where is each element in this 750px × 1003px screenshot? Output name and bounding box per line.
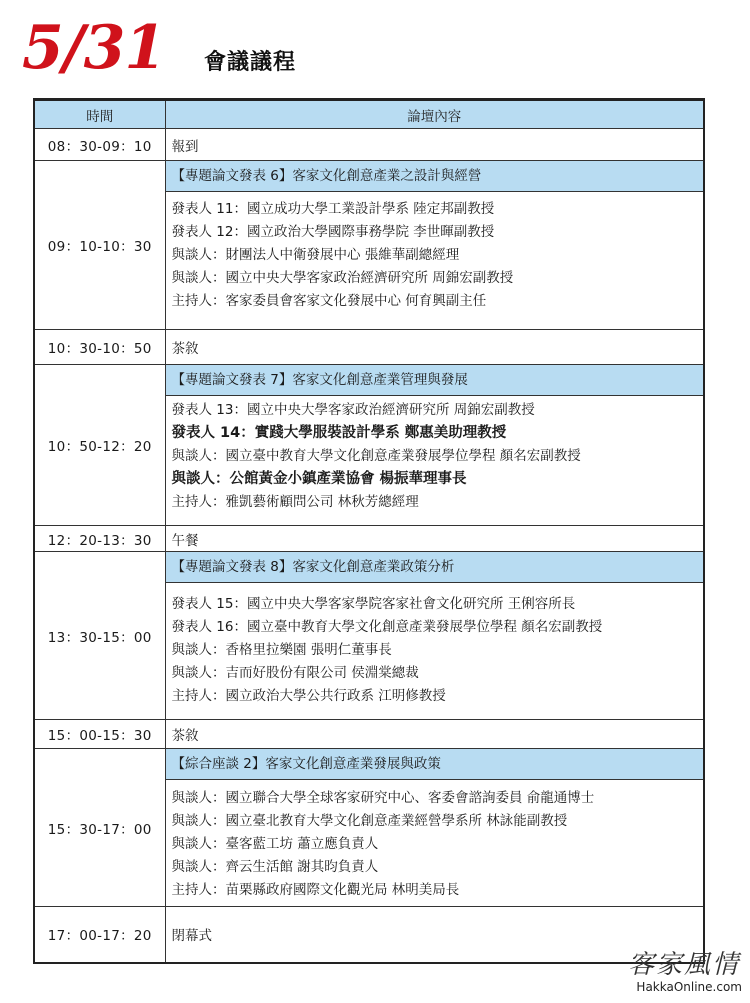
speaker-line: 發表人 12：國立政治大學國際事務學院 李世暉副教授	[171, 224, 495, 240]
row-time: 09：10-10：30	[34, 161, 165, 330]
agenda-row	[34, 129, 704, 161]
speaker-line: 與談人：香格里拉樂園 張明仁董事長	[171, 642, 392, 658]
speaker-line: 與談人：公館黃金小鎮產業協會 楊振華理事長	[171, 471, 467, 487]
speaker-line: 主持人：雅凱藝術顧問公司 林秋芳總經理	[171, 494, 419, 510]
row-activity: 報到	[165, 129, 704, 161]
content-column-header: 論壇內容	[165, 100, 704, 129]
speaker-line: 與談人：吉而好股份有限公司 侯淵棠總裁	[171, 665, 419, 681]
session-title: 【專題論文發表 6】客家文化創意產業之設計與經營	[166, 161, 704, 192]
speaker-line: 發表人 15：國立中央大學客家學院客家社會文化研究所 王俐容所長	[171, 596, 576, 612]
speaker-line: 主持人：苗栗縣政府國際文化觀光局 林明美局長	[171, 882, 460, 898]
speaker-line: 發表人 14：實踐大學服裝設計學系 鄭惠美助理教授	[171, 425, 507, 441]
row-time: 17：00-17：20	[34, 907, 165, 963]
speaker-line: 主持人：客家委員會客家文化發展中心 何育興副主任	[171, 293, 487, 309]
agenda-row	[34, 161, 704, 330]
session-block	[165, 552, 704, 720]
row-time: 10：50-12：20	[34, 365, 165, 526]
speaker-line: 與談人：國立臺中教育大學文化創意產業發展學位學程 顏名宏副教授	[171, 448, 581, 464]
speaker-list	[166, 780, 704, 906]
page-header	[22, 14, 722, 84]
watermark-site: HakkaOnline.com	[636, 980, 742, 994]
agenda-row	[34, 720, 704, 749]
session-title: 【專題論文發表 7】客家文化創意產業管理與發展	[166, 365, 704, 396]
session-block	[165, 161, 704, 330]
speaker-line: 與談人：齊云生活館 謝其昀負責人	[171, 859, 379, 875]
speaker-list	[166, 583, 704, 712]
speaker-line: 發表人 16：國立臺中教育大學文化創意產業發展學位學程 顏名宏副教授	[171, 619, 603, 635]
agenda-row	[34, 365, 704, 526]
site-watermark	[616, 944, 746, 1000]
speaker-line: 與談人：臺客藍工坊 蕭立應負責人	[171, 836, 379, 852]
agenda-date: 5/31	[22, 13, 166, 83]
row-activity: 閉幕式	[165, 907, 704, 963]
agenda-row	[34, 526, 704, 552]
speaker-list	[166, 396, 704, 518]
row-time: 13：30-15：00	[34, 552, 165, 720]
speaker-line: 主持人：國立政治大學公共行政系 江明修教授	[171, 688, 446, 704]
speaker-line: 與談人：財團法人中衛發展中心 張維華副總經理	[171, 247, 460, 263]
row-activity: 茶敘	[165, 330, 704, 365]
row-time: 12：20-13：30	[34, 526, 165, 552]
table-header-row	[34, 100, 704, 129]
row-time: 15：00-15：30	[34, 720, 165, 749]
session-block	[165, 749, 704, 907]
speaker-line: 與談人：國立中央大學客家政治經濟研究所 周錦宏副教授	[171, 270, 514, 286]
watermark-calligraphy: 客家風情	[627, 950, 740, 980]
time-column-header: 時間	[34, 100, 165, 129]
speaker-line: 發表人 13：國立中央大學客家政治經濟研究所 周錦宏副教授	[171, 402, 535, 418]
speaker-line: 與談人：國立聯合大學全球客家研究中心、客委會諮詢委員 俞龍通博士	[171, 790, 595, 806]
row-time: 10：30-10：50	[34, 330, 165, 365]
row-activity: 茶敘	[165, 720, 704, 749]
row-time: 08：30-09：10	[34, 129, 165, 161]
agenda-row	[34, 552, 704, 720]
agenda-row	[34, 907, 704, 963]
page-title: 會議議程	[204, 50, 297, 75]
speaker-list	[166, 192, 704, 317]
session-block	[165, 365, 704, 526]
row-time: 15：30-17：00	[34, 749, 165, 907]
speaker-line: 與談人：國立臺北教育大學文化創意產業經營學系所 林詠能副教授	[171, 813, 568, 829]
row-activity: 午餐	[165, 526, 704, 552]
session-title: 【綜合座談 2】客家文化創意產業發展與政策	[166, 749, 704, 780]
agenda-row	[34, 749, 704, 907]
agenda-table	[33, 98, 705, 964]
session-title: 【專題論文發表 8】客家文化創意產業政策分析	[166, 552, 704, 583]
speaker-line: 發表人 11：國立成功大學工業設計學系 陸定邦副教授	[171, 201, 495, 217]
agenda-row	[34, 330, 704, 365]
